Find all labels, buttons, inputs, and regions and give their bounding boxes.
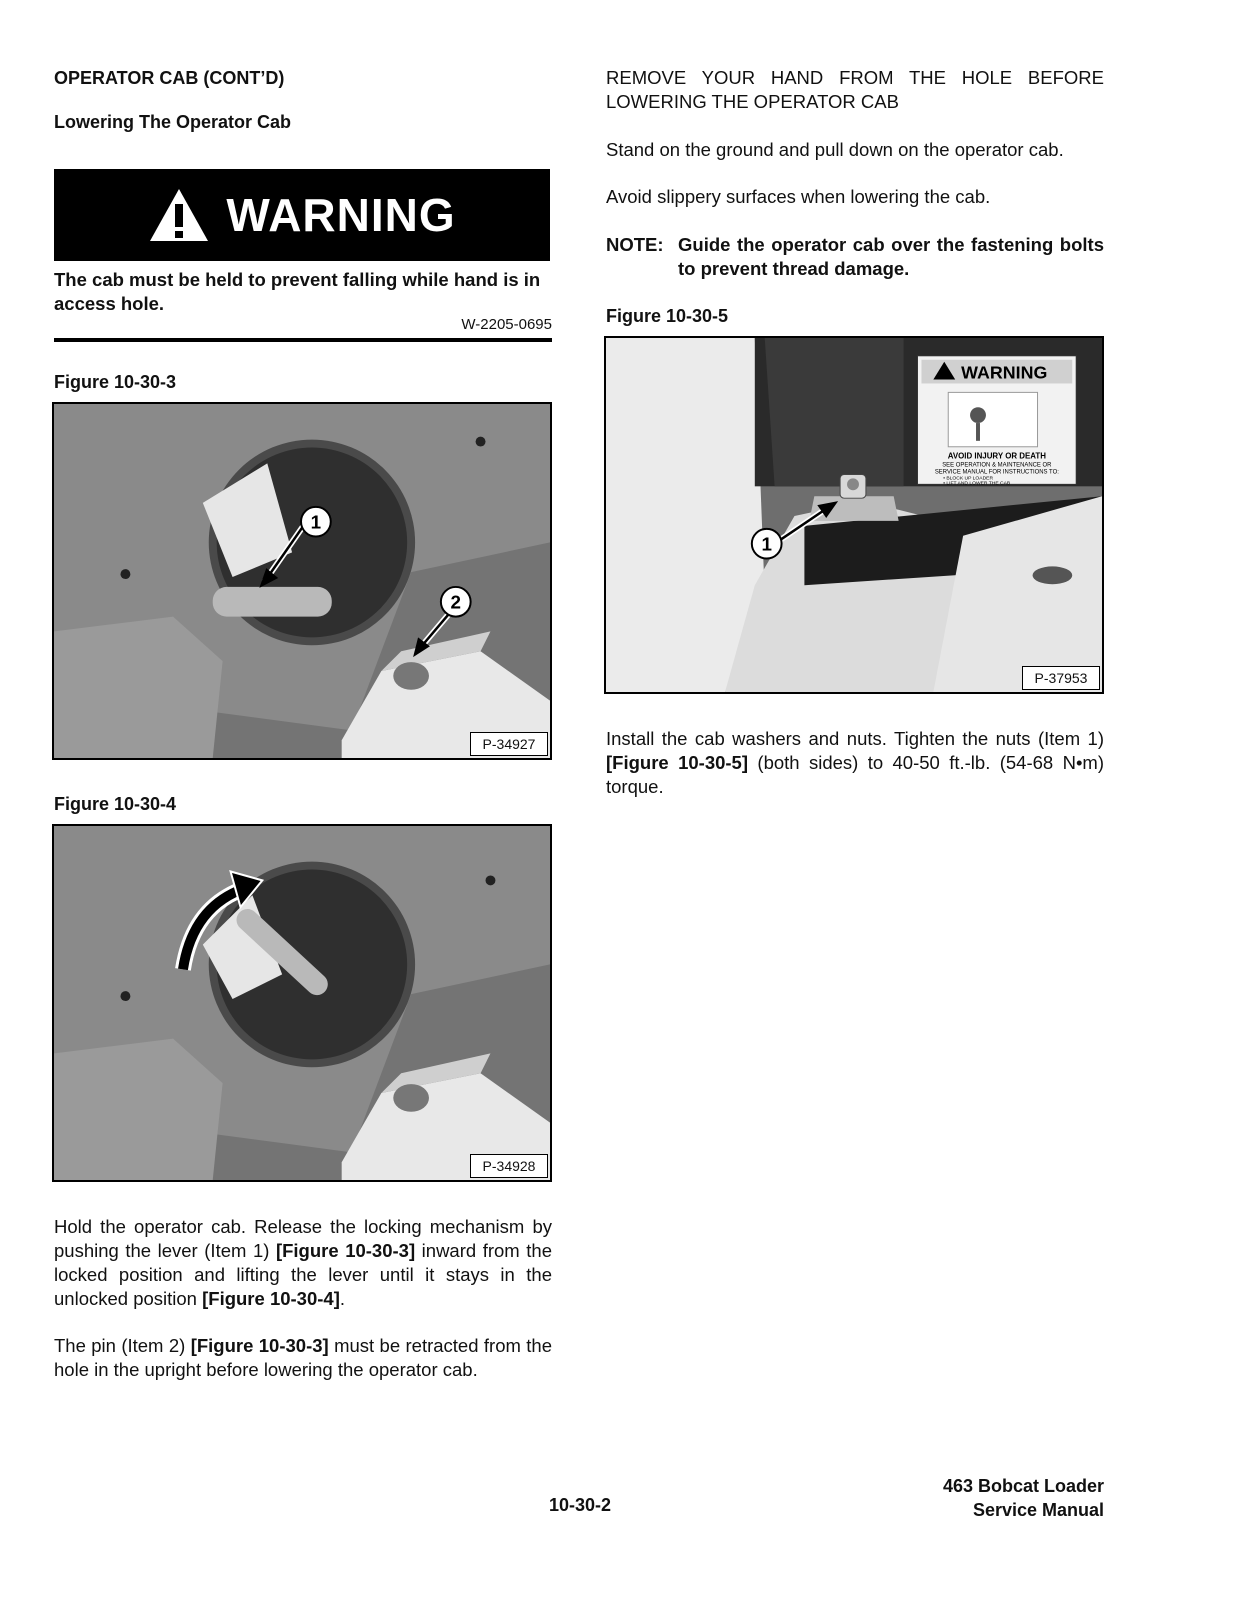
decal-line-3: SERVICE MANUAL FOR INSTRUCTIONS TO: <box>934 469 1059 476</box>
figure-reference: [Figure 10-30-3] <box>275 1240 416 1261</box>
text-run: must be retracted from the hole in the upright before lowering the operator cab. <box>54 1335 552 1380</box>
product-name <box>900 1474 1104 1522</box>
decal-warning-word: WARNING <box>961 362 1048 383</box>
text-run: Install the cab washers and nuts. Tighten the nuts (Item 1) <box>606 728 1104 749</box>
lever-raised-photo-illustration <box>54 826 550 1180</box>
warning-triangle-icon <box>148 187 210 243</box>
figure-5-photo-code: P-37953 <box>1022 666 1100 690</box>
callout-2: 2 <box>450 591 462 613</box>
stand-paragraph: Stand on the ground and pull down on the operator cab. <box>606 139 1064 160</box>
figure-5-photo <box>604 336 1104 694</box>
text-run: Hold the operator cab. Release the locking mechanism by pushing the lever (Item 1) <box>54 1216 552 1261</box>
note-label: NOTE: <box>606 234 664 255</box>
section-title: OPERATOR CAB (CONT’D) <box>54 68 285 88</box>
cab-nut-photo-illustration <box>606 338 1102 692</box>
figure-3-photo-code: P-34927 <box>470 732 548 756</box>
figure-reference: [Figure 10-30-5] <box>606 752 749 773</box>
text-run: inward from the locked position and lifting the lever until it stays in the unlocked position <box>54 1240 552 1309</box>
install-paragraph <box>606 727 1104 799</box>
decal-line-5: • LIFT AND LOWER THE CAB <box>943 481 1011 487</box>
text-run: . <box>339 1288 346 1309</box>
pin-instructions-paragraph <box>54 1334 552 1382</box>
figure-reference: [Figure 10-30-3] <box>190 1335 329 1356</box>
decal-line-2: SEE OPERATION & MAINTENANCE OR <box>942 462 1052 469</box>
callout-1: 1 <box>310 511 322 533</box>
figure-4-photo <box>52 824 552 1182</box>
warning-word: WARNING <box>226 189 456 241</box>
note-block <box>606 233 1104 281</box>
figure-reference: [Figure 10-30-4] <box>202 1288 340 1309</box>
product-line-2: Service Manual <box>972 1500 1104 1520</box>
warning-code: W-2205-0695 <box>461 316 552 333</box>
note-text: Guide the operator cab over the fastening bolts to prevent thread damage. <box>678 234 1104 279</box>
figure-4-label: Figure 10-30-4 <box>54 794 177 814</box>
avoid-paragraph: Avoid slippery surfaces when lowering the cab. <box>606 186 991 207</box>
product-line-1: 463 Bobcat Loader <box>942 1476 1104 1496</box>
figure-3-photo <box>52 402 552 760</box>
caps-notice: REMOVE YOUR HAND FROM THE HOLE BEFORE LOWERING THE OPERATOR CAB <box>606 67 1104 112</box>
figure-3-label: Figure 10-30-3 <box>54 372 177 392</box>
figure-4-photo-code: P-34928 <box>470 1154 548 1178</box>
page-number: 10-30-2 <box>548 1495 612 1515</box>
text-run: The pin (Item 2) <box>54 1335 191 1356</box>
callout-1: 1 <box>761 533 772 555</box>
decal-line-1: AVOID INJURY OR DEATH <box>947 451 1046 461</box>
decal-line-4: • BLOCK UP LOADER <box>943 476 994 482</box>
lever-instructions-paragraph <box>54 1215 552 1311</box>
figure-5-label: Figure 10-30-5 <box>606 306 729 326</box>
warning-banner <box>54 169 550 261</box>
warning-text: The cab must be held to prevent falling while hand is in access hole. <box>54 269 541 314</box>
text-run: (both sides) to 40-50 ft.-lb. (54-68 N•m) torque. <box>606 752 1104 797</box>
subsection-title: Lowering The Operator Cab <box>54 112 292 132</box>
lever-photo-illustration <box>54 404 550 758</box>
divider <box>54 338 552 342</box>
